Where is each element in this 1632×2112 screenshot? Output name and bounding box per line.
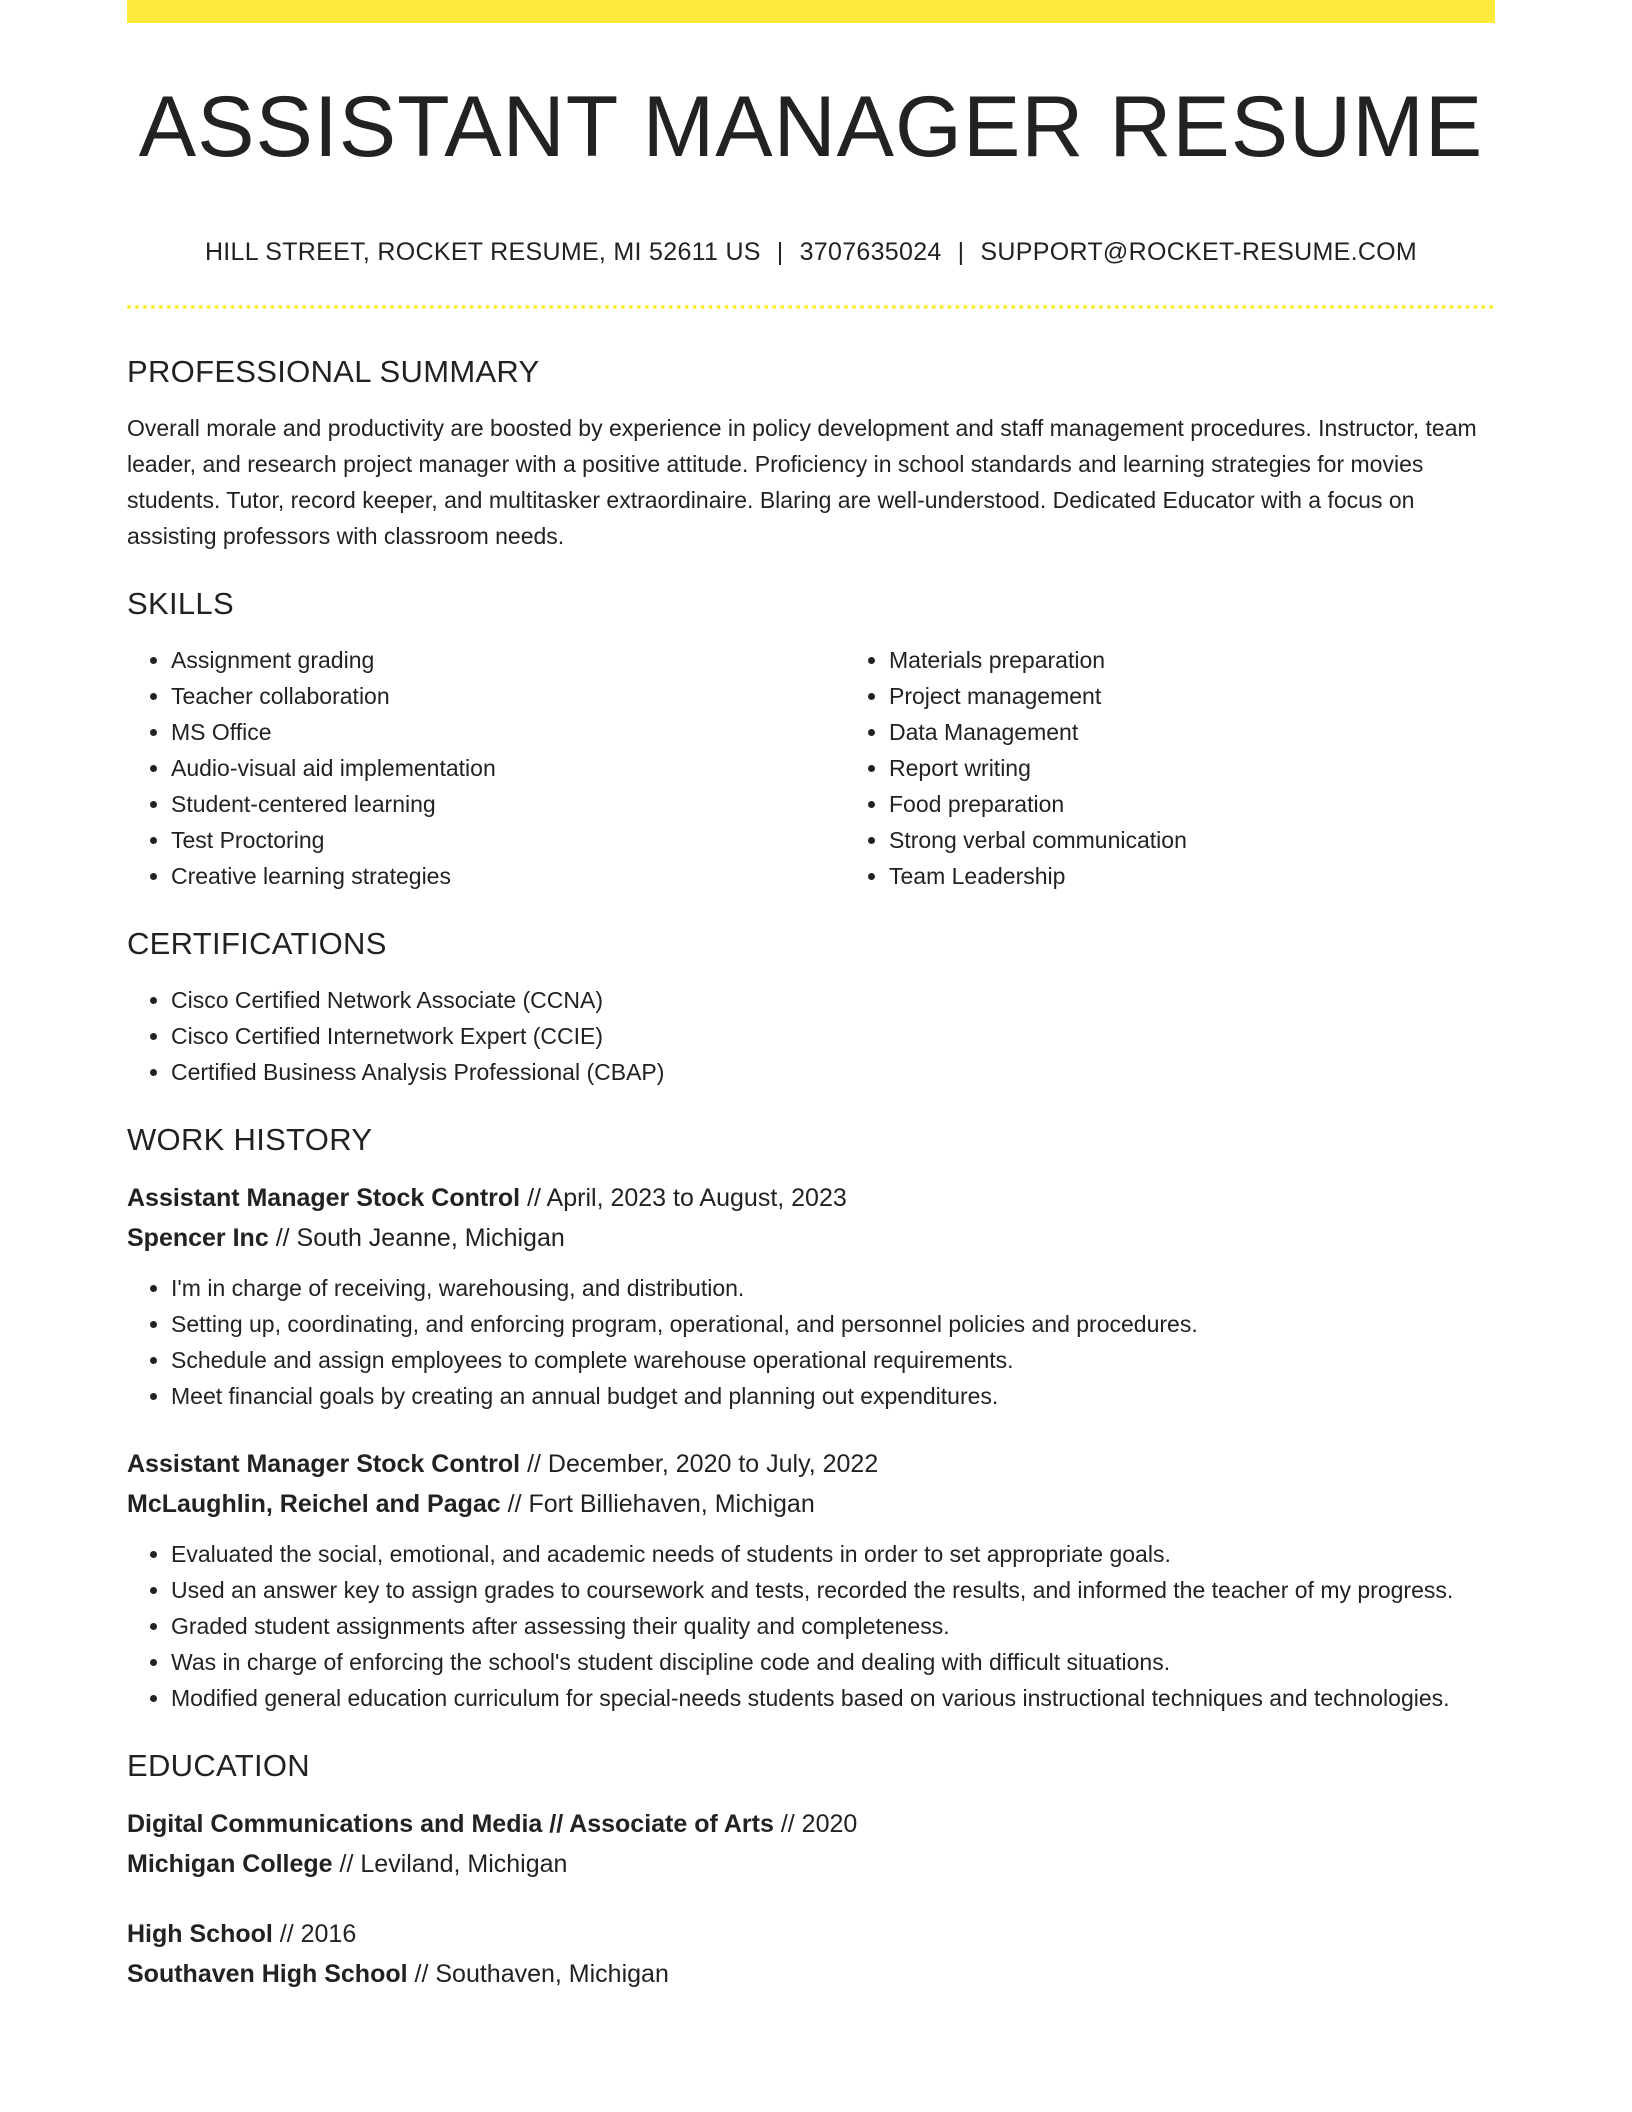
job-title: Assistant Manager Stock Control (127, 1184, 521, 1212)
dotted-divider (127, 305, 1495, 309)
skill-item: • Materials preparation (889, 642, 1563, 678)
job-bullet: • Setting up, coordinating, and enforcing program, operational, and personnel policies and procedures. (171, 1306, 1495, 1342)
resume-body (127, 352, 1495, 2024)
summary-text: Overall morale and productivity are boosted by experience in policy development and staff management procedures. Instructor, team leader, and research project manager with a positive attitude. Proficiency in school standards and learning strategies for movies students. Tutor, record keeper, and multitasker extraordinaire. Blaring are well-understood. Dedicated Educator with a focus on assisting professors with classroom needs. (127, 415, 1477, 549)
contact-line (127, 238, 1495, 267)
job-bullet: • Meet financial goals by creating an annual budget and planning out expenditures. (171, 1378, 1495, 1414)
job-location: // Fort Billiehaven, Michigan (507, 1490, 815, 1518)
job-dates: // December, 2020 to July, 2022 (527, 1450, 879, 1478)
skill-item: • Data Management (889, 714, 1563, 750)
work-history-section (127, 1120, 1495, 1716)
education-year: // 2020 (780, 1810, 858, 1838)
education-location: // Southaven, Michigan (414, 1960, 669, 1988)
job-bullet: • Modified general education curriculum for special-needs students based on various instructional techniques and technologies. (171, 1680, 1495, 1716)
skill-item: • Report writing (889, 750, 1563, 786)
certification-item: • Certified Business Analysis Professional (CBAP) (171, 1054, 1495, 1090)
skills-list-right (845, 642, 1563, 894)
summary-heading: PROFESSIONAL SUMMARY (127, 354, 540, 389)
education-school: Southaven High School (127, 1960, 408, 1988)
contact-phone: 3707635024 (799, 238, 942, 266)
education-school-line (127, 1844, 1495, 1884)
certifications-section (127, 924, 1495, 1090)
skill-item: • Project management (889, 678, 1563, 714)
certification-item: • Cisco Certified Network Associate (CCNA) (171, 982, 1495, 1018)
job-bullets (127, 1270, 1495, 1414)
skills-list-left (127, 642, 845, 894)
skills-heading: SKILLS (127, 586, 234, 621)
job-bullet: • Schedule and assign employees to complete warehouse operational requirements. (171, 1342, 1495, 1378)
top-accent-bar (127, 0, 1495, 23)
education-heading: EDUCATION (127, 1748, 310, 1783)
contact-email[interactable]: SUPPORT@ROCKET-RESUME.COM (980, 238, 1418, 266)
job-title-line (127, 1178, 1495, 1218)
skill-item: • Teacher collaboration (171, 678, 845, 714)
contact-address: HILL STREET, ROCKET RESUME, MI 52611 US (204, 238, 761, 266)
job-bullet: • Graded student assignments after assessing their quality and completeness. (171, 1608, 1495, 1644)
skill-item: • MS Office (171, 714, 845, 750)
job-company: Spencer Inc (127, 1224, 269, 1252)
education-degree: High School (127, 1920, 273, 1948)
education-section (127, 1746, 1495, 1994)
education-degree: Digital Communications and Media // Associate of Arts (127, 1810, 774, 1838)
certifications-heading: CERTIFICATIONS (127, 926, 387, 961)
job-bullet: • I'm in charge of receiving, warehousing, and distribution. (171, 1270, 1495, 1306)
education-school: Michigan College (127, 1850, 333, 1878)
work-history-heading: WORK HISTORY (127, 1122, 373, 1157)
job-entry (127, 1178, 1495, 1414)
certifications-list (127, 982, 1495, 1090)
job-bullet: • Used an answer key to assign grades to coursework and tests, recorded the results, and informed the teacher of my progress. (171, 1572, 1495, 1608)
job-company-line (127, 1218, 1495, 1258)
skill-item: • Team Leadership (889, 858, 1563, 894)
education-location: // Leviland, Michigan (339, 1850, 568, 1878)
education-year: // 2016 (279, 1920, 357, 1948)
job-company-line (127, 1484, 1495, 1524)
education-degree-line (127, 1914, 1495, 1954)
resume-title: ASSISTANT MANAGER RESUME (138, 79, 1484, 175)
job-title-line (127, 1444, 1495, 1484)
job-location: // South Jeanne, Michigan (275, 1224, 565, 1252)
skill-item: • Creative learning strategies (171, 858, 845, 894)
contact-separator: | (957, 238, 965, 266)
summary-section (127, 352, 1495, 554)
job-company: McLaughlin, Reichel and Pagac (127, 1490, 501, 1518)
skill-item: • Strong verbal communication (889, 822, 1563, 858)
contact-separator: | (776, 238, 784, 266)
job-entry (127, 1444, 1495, 1716)
education-entry (127, 1804, 1495, 1884)
skills-columns (127, 642, 1495, 894)
job-bullets (127, 1536, 1495, 1716)
job-bullet: • Was in charge of enforcing the school's student discipline code and dealing with difficult situations. (171, 1644, 1495, 1680)
education-entry (127, 1914, 1495, 1994)
education-school-line (127, 1954, 1495, 1994)
certification-item: • Cisco Certified Internetwork Expert (CCIE) (171, 1018, 1495, 1054)
education-degree-line (127, 1804, 1495, 1844)
skill-item: • Test Proctoring (171, 822, 845, 858)
skill-item: • Audio-visual aid implementation (171, 750, 845, 786)
skills-section (127, 584, 1495, 894)
job-dates: // April, 2023 to August, 2023 (527, 1184, 847, 1212)
skill-item: • Student-centered learning (171, 786, 845, 822)
job-title: Assistant Manager Stock Control (127, 1450, 521, 1478)
skill-item: • Assignment grading (171, 642, 845, 678)
job-bullet: • Evaluated the social, emotional, and academic needs of students in order to set appropriate goals. (171, 1536, 1495, 1572)
skill-item: • Food preparation (889, 786, 1563, 822)
